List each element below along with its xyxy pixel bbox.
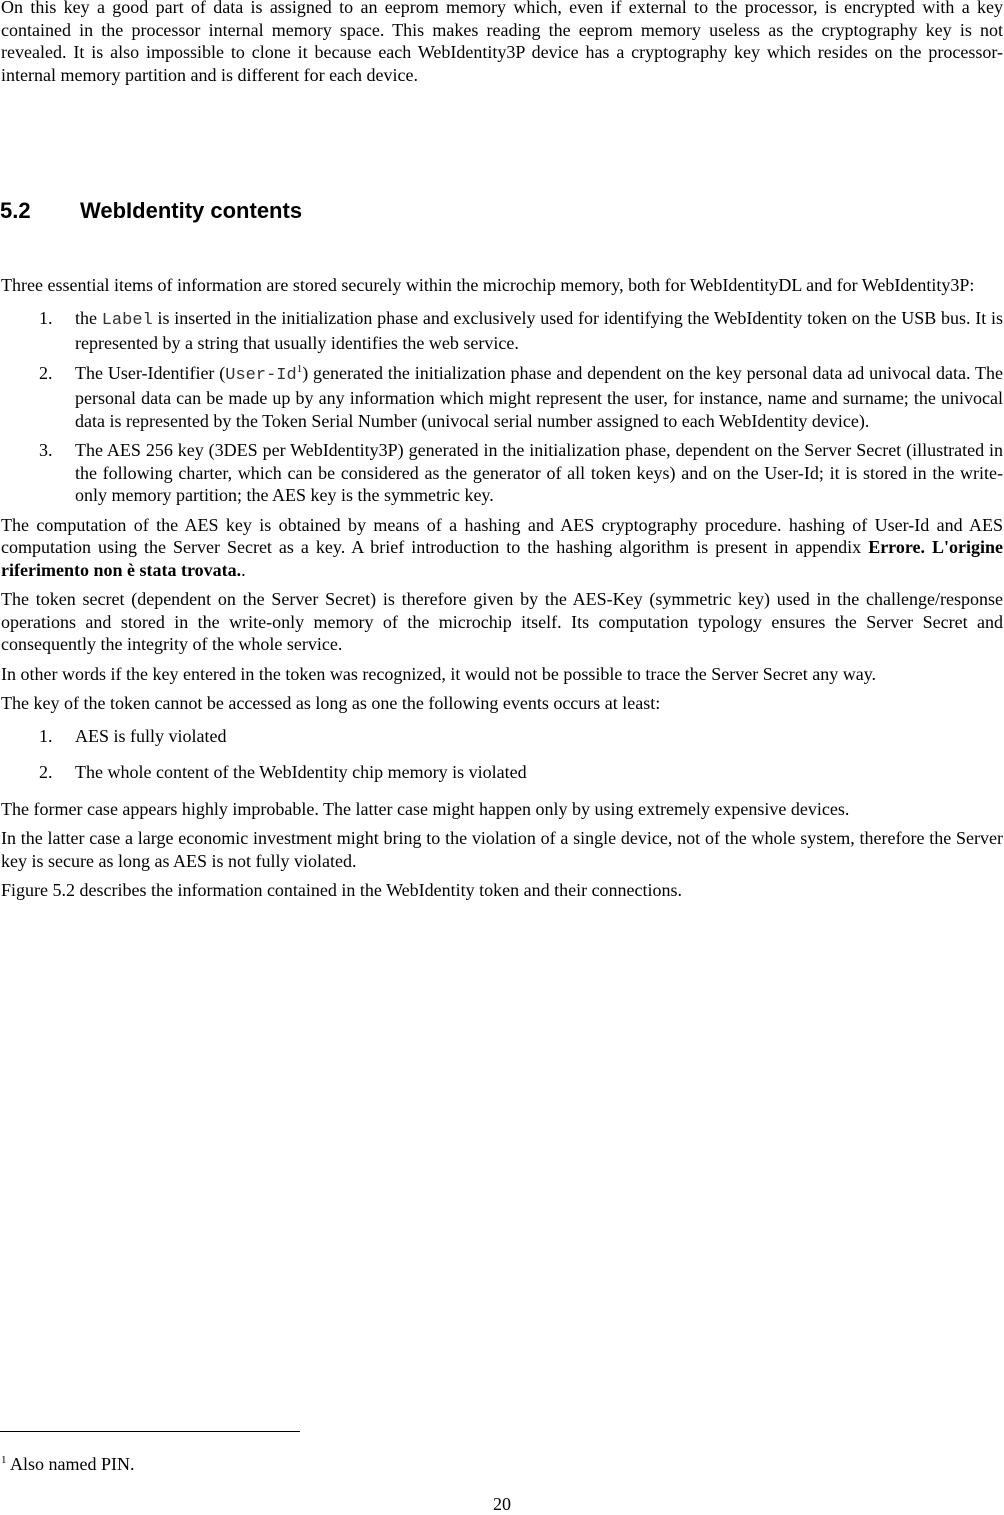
list-item (1, 307, 1003, 355)
list-item (1, 761, 1003, 784)
latter-case-paragraph: In the latter case a large economic investment might bring to the violation of a single device, not of the whole system, therefore the Server key is secure as long as AES is not fully violated. (1, 828, 1003, 871)
code-user-id: User-Id (225, 365, 297, 385)
page-number: 20 (493, 1494, 511, 1514)
stored-items-list (1, 307, 1003, 507)
other-words-paragraph: In other words if the key entered in the token was recognized, it would not be possible to trace the Server Secret any way. (1, 663, 877, 684)
lead-paragraph: Three essential items of information are stored securely within the microchip memory, both for WebIdentityDL and for WebIdentity3P: (1, 275, 975, 295)
section-body (1, 274, 1003, 909)
intro-paragraph: On this key a good part of data is assigned to an eeprom memory which, even if external to the processor, is encrypted with a key contained in the processor internal memory space. This makes reading the eeprom memory useless as the cryptography key is not revealed. It is also impossible to clone it because each WebIdentity3P device has a cryptography key which resides on the processor-internal memory partition and is different for each device. (1, 0, 1003, 85)
section-title: WebIdentity contents (80, 198, 303, 223)
former-case-paragraph: The former case appears highly improbable. The latter case might happen only by using extremely expensive devices. (1, 798, 850, 819)
token-secret-paragraph: The token secret (dependent on the Server Secret) is therefore given by the AES-Key (symmetric key) used in the challenge/response operations and stored in the write-only memory of the microchip itself. Its computation typology ensures the Server Secret and consequently the integrity of the whole service. (1, 589, 1003, 654)
section-number: 5.2 (0, 198, 31, 223)
footnote-separator (0, 1431, 300, 1432)
footnote-text: Also named PIN. (6, 1454, 135, 1474)
list-item-text: The whole content of the WebIdentity chip memory is violated (75, 762, 527, 782)
footnote-marker: 1 (1, 1454, 7, 1466)
list-item-text: The User-Identifier ( (75, 362, 226, 383)
section-heading (0, 197, 1000, 225)
key-access-paragraph: The key of the token cannot be accessed as long as one the following events occurs at least: (1, 693, 661, 713)
computation-text: The computation of the AES key is obtained by means of a hashing and AES cryptography procedure. hashing of User-Id and AES computation using the Server Secret as a key. A brief introduction to the hashing algorithm is present in appendix (1, 514, 1003, 557)
list-marker: 2. (39, 362, 53, 383)
footnote-reference[interactable]: 1 (296, 362, 303, 375)
list-item (1, 439, 1003, 507)
computation-text-end: . (241, 559, 246, 580)
list-item-text: ) generated the initialization phase and dependent on the key personal data ad univocal data. The personal data can be made up by any information which might represent the user, for instance, name and surname; the univocal data is represented by the Token Serial Number (univocal serial number assigned to each WebIdentity device). (75, 362, 1003, 431)
list-marker: 1. (39, 307, 53, 328)
list-item (1, 725, 1003, 748)
figure-reference-paragraph: Figure 5.2 describes the information contained in the WebIdentity token and their connections. (1, 880, 683, 900)
list-marker: 1. (39, 725, 53, 746)
list-marker: 2. (39, 762, 53, 782)
list-item (1, 362, 1003, 433)
list-marker: 3. (39, 440, 53, 460)
broken-reference[interactable]: Errore. L'origine riferimento non è stata trovata. (1, 537, 1003, 580)
list-item-text: is inserted in the initialization phase and exclusively used for identifying the WebIdentity token on the USB bus. It is represented by a string that usually identifies the web service. (75, 307, 1003, 353)
footnote (1, 1453, 135, 1475)
events-list (1, 725, 1003, 784)
computation-paragraph (1, 514, 1003, 582)
list-item-text: the (75, 307, 102, 328)
code-label: Label (101, 310, 153, 330)
list-item-text: AES is fully violated (75, 725, 227, 746)
list-item-text: The AES 256 key (3DES per WebIdentity3P) generated in the initialization phase, dependent on the Server Secret (illustrated in the following charter, which can be considered as the generator of all token keys) and on the User-Id; it is stored in the write-only memory partition; the AES key is the symmetric key. (75, 440, 1003, 505)
